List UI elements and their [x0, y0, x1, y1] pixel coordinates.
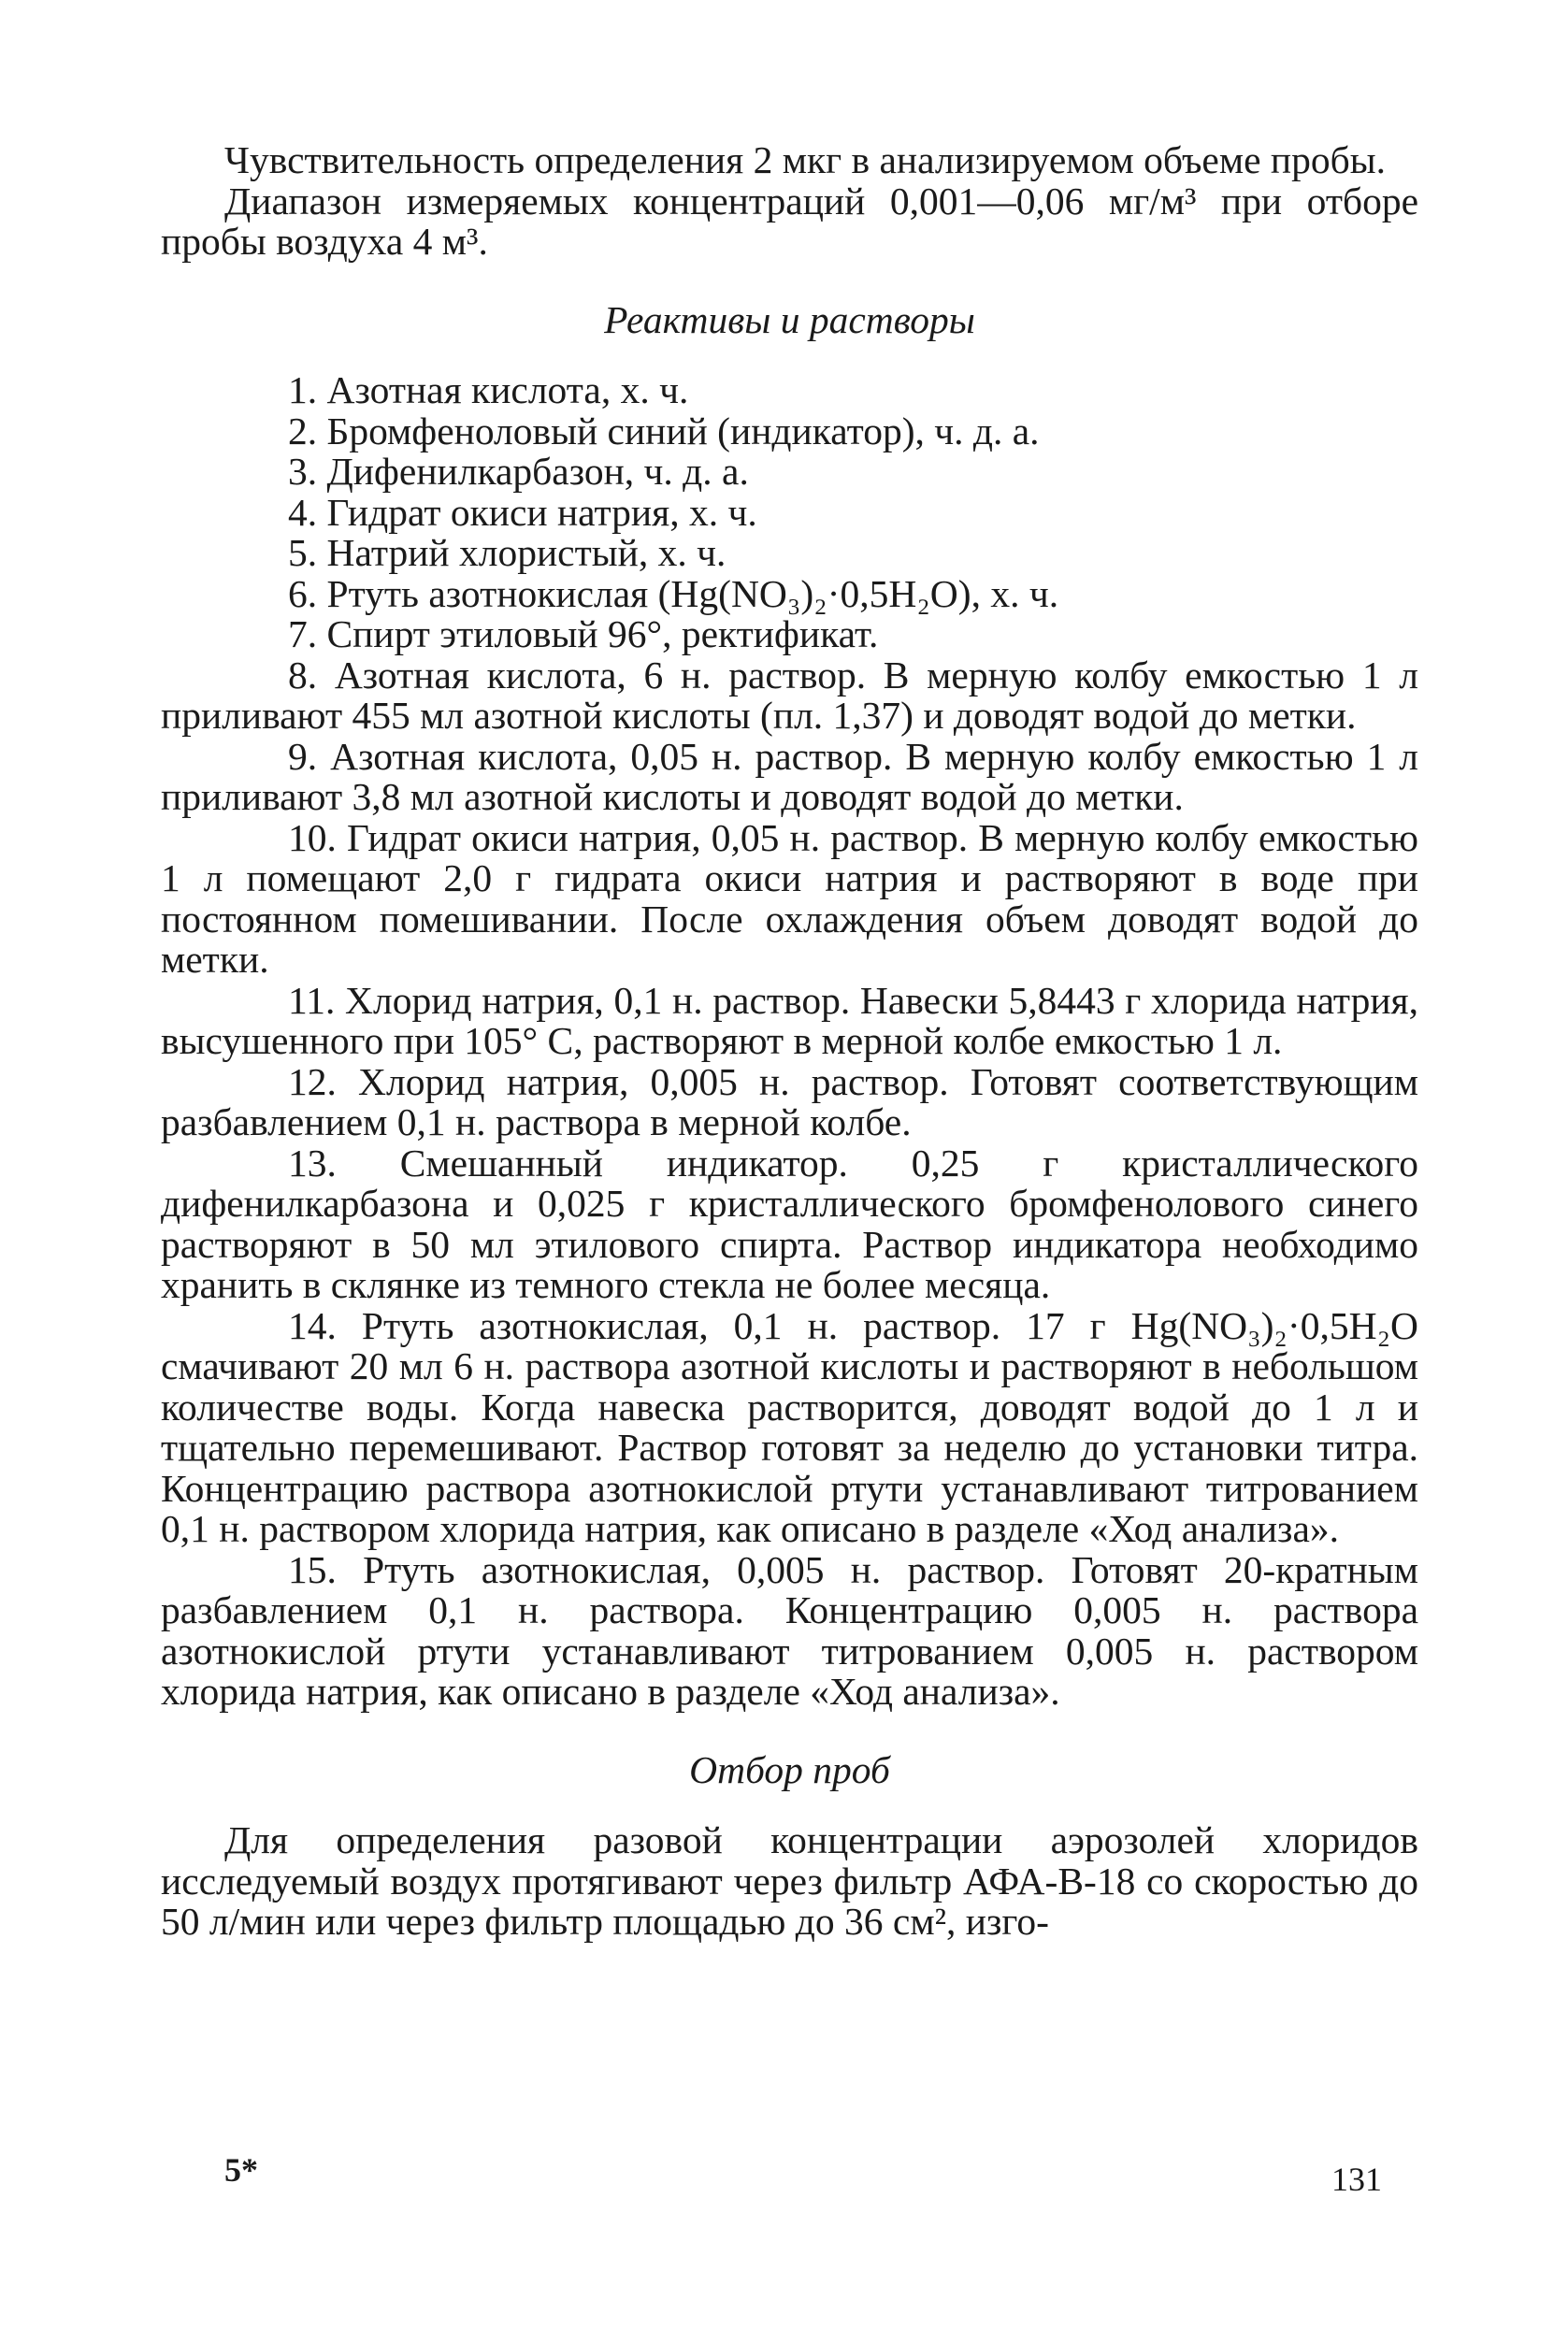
signature-mark: 5* — [224, 2151, 258, 2189]
list-item: 14. Ртуть азотнокислая, 0,1 н. раствор. 17 г Hg(NO₃)₂·0,5H₂O смачивают 20 мл 6 н. раствора азотной кислоты и растворяют в небольшом количестве воды. Когда навеска растворится, доводят водой до 1 л и тщательно перемешивают. Раствор готовят за неделю до установки титра. Концентрацию раствора азотнокислой ртути устанавливают титрованием 0,1 н. раствором хлорида натрия, как описано в разделе «Ход анализа». — [161, 1303, 1419, 1550]
list-item: 10. Гидрат окиси натрия, 0,05 н. раствор. В мерную колбу емкостью 1 л помещают 2,0 г гидрата окиси натрия и растворяют в воде при постоянном помешивании. После охлаждения объем доводят водой до метки. — [161, 815, 1418, 981]
section-heading-sampling: Отбор проб — [689, 1747, 890, 1791]
list-item: 8. Азотная кислота, 6 н. раствор. В мерную колбу емкостью 1 л приливают 455 мл азотной кислоты (пл. 1,37) и доводят водой до метки. — [161, 653, 1418, 737]
reagents-list — [161, 370, 1418, 1713]
list-item: 6. Ртуть азотнокислая (Hg(NO₃)₂·0,5H₂O), х. ч. — [288, 571, 1059, 615]
list-item: 4. Гидрат окиси натрия, х. ч. — [288, 490, 757, 534]
list-item: 3. Дифенилкарбазон, ч. д. а. — [288, 450, 749, 493]
list-item: 13. Смешанный индикатор. 0,25 г кристаллического дифенилкарбазона и 0,025 г кристаллического бромфенолового синего растворяют в 50 мл этилового спирта. Раствор индикатора необходимо хранить в склянке из темного стекла не более месяца. — [161, 1141, 1418, 1306]
sampling-paragraph: Для определения разовой концентрации аэрозолей хлоридов исследуемый воздух протягивают через фильтр АФА-В-18 со скоростью до 50 л/мин или через фильтр площадью до 36 см², изго- — [161, 1818, 1418, 1943]
list-item: 11. Хлорид натрия, 0,1 н. раствор. Навески 5,8443 г хлорида натрия, высушенного при 105° С, растворяют в мерной колбе емкостью 1 л. — [161, 978, 1418, 1062]
list-item: 9. Азотная кислота, 0,05 н. раствор. В мерную колбу емкостью 1 л приливают 3,8 мл азотной кислоты и доводят водой до метки. — [161, 734, 1418, 818]
intro-range: Диапазон измеряемых концентраций 0,001—0,06 мг/м³ при отборе пробы воздуха 4 м³. — [161, 179, 1418, 263]
text-column — [161, 140, 1418, 1943]
list-item: 5. Натрий хлористый, х. ч. — [288, 531, 726, 574]
page-number: 131 — [1331, 2161, 1382, 2198]
section-heading-reagents: Реактивы и растворы — [604, 297, 975, 341]
list-item: 2. Бромфеноловый синий (индикатор), ч. д. а. — [288, 409, 1040, 452]
intro-sensitivity: Чувствительность определения 2 мкг в анализируемом объеме пробы. — [224, 138, 1386, 181]
list-item: 7. Спирт этиловый 96°, ректификат. — [288, 612, 879, 655]
list-item: 15. Ртуть азотнокислая, 0,005 н. раствор. Готовят 20-кратным разбавлением 0,1 н. раствора. Концентрацию 0,005 н. раствора азотнокислой ртути устанавливают титрованием 0,005 н. раствором хлорида натрия, как описано в разделе «Ход анализа». — [161, 1547, 1418, 1713]
list-item: 12. Хлорид натрия, 0,005 н. раствор. Готовят соответствующим разбавлением 0,1 н. раствора в мерной колбе. — [161, 1059, 1418, 1143]
list-item: 1. Азотная кислота, х. ч. — [288, 368, 689, 411]
